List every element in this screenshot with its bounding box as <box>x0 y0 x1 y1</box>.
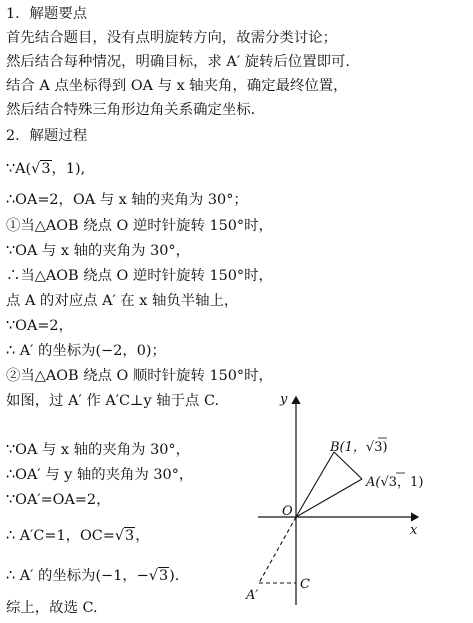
sqrt-sign: √ <box>365 440 375 455</box>
text-line: 如图，过 A′ 作 A′C⊥y 轴于点 C. <box>6 393 220 409</box>
sqrt-expression: √3 <box>148 568 169 584</box>
text-fragment: B(1， <box>330 440 366 455</box>
origin-label: O <box>282 504 293 519</box>
text-fragment: A( <box>366 475 381 490</box>
text-fragment: ，1) <box>397 475 424 490</box>
text-line: 然后结合特殊三角形边角关系确定坐标. <box>6 102 256 118</box>
text-line: ∴OA′ 与 y 轴的夹角为 30°， <box>6 467 194 483</box>
text-fragment: ，1), <box>51 161 86 177</box>
x-axis-label: x <box>410 523 418 538</box>
text-fragment: ). <box>169 568 180 584</box>
text-line: ∴当△AOB 绕点 O 逆时针旋转 150°时， <box>6 268 273 284</box>
heading-key-points: 1．解题要点 <box>6 6 88 22</box>
point-a-label <box>365 475 423 490</box>
radicand: 3 <box>374 440 383 455</box>
text-line: 结合 A 点坐标得到 OA 与 x 轴夹角，确定最终位置， <box>6 78 348 94</box>
point-a-prime-label: A′ <box>246 588 259 603</box>
text-fragment: ∴ A′C=1，OC= <box>6 528 115 544</box>
text-line: 点 A 的对应点 A′ 在 x 轴负半轴上， <box>6 293 239 309</box>
text-fragment: ) <box>382 440 388 455</box>
radicand: 3 <box>158 568 169 584</box>
sqrt-sign: √ <box>380 475 389 490</box>
point-c-label: C <box>300 577 310 592</box>
segment-oa <box>296 479 362 517</box>
text-line: ∵OA 与 x 轴的夹角为 30°， <box>6 243 191 259</box>
text-line: ∵OA′=OA=2， <box>6 492 111 508</box>
radicand: 3 <box>41 161 51 177</box>
segment-ob <box>296 452 334 517</box>
text-line: 然后结合每种情况，明确目标，求 A′ 旋转后位置即可. <box>6 54 350 70</box>
text-fragment: ∴ A′ 的坐标为(−1，− <box>6 568 149 584</box>
point-b-label <box>329 440 388 455</box>
radicand: 3 <box>388 475 398 490</box>
text-line: ∴ A′ 的坐标为(−2，0)； <box>6 343 166 359</box>
text-fragment: ∵A( <box>6 161 32 177</box>
text-line: 首先结合题目，没有点明旋转方向，故需分类讨论； <box>6 30 337 46</box>
sqrt-expression: √3 <box>31 161 51 177</box>
text-fragment: ， <box>135 528 150 544</box>
segment-o-a-prime <box>259 517 296 583</box>
sqrt-expression: √3 <box>114 528 135 544</box>
text-line: ∵OA=2， <box>6 318 73 334</box>
text-line: ②当△AOB 绕点 O 顺时针旋转 150°时， <box>6 368 273 384</box>
text-line: ①当△AOB 绕点 O 逆时针旋转 150°时， <box>6 218 273 234</box>
y-axis-label: y <box>280 392 288 407</box>
segment-ab <box>334 452 362 479</box>
heading-process: 2．解题过程 <box>6 128 88 144</box>
text-line-conclusion: 综上，故选 C. <box>6 600 98 616</box>
text-line: ∵OA 与 x 轴的夹角为 30°， <box>6 442 191 458</box>
text-line: ∴OA=2，OA 与 x 轴的夹角为 30°； <box>6 192 248 208</box>
radicand: 3 <box>125 528 135 544</box>
